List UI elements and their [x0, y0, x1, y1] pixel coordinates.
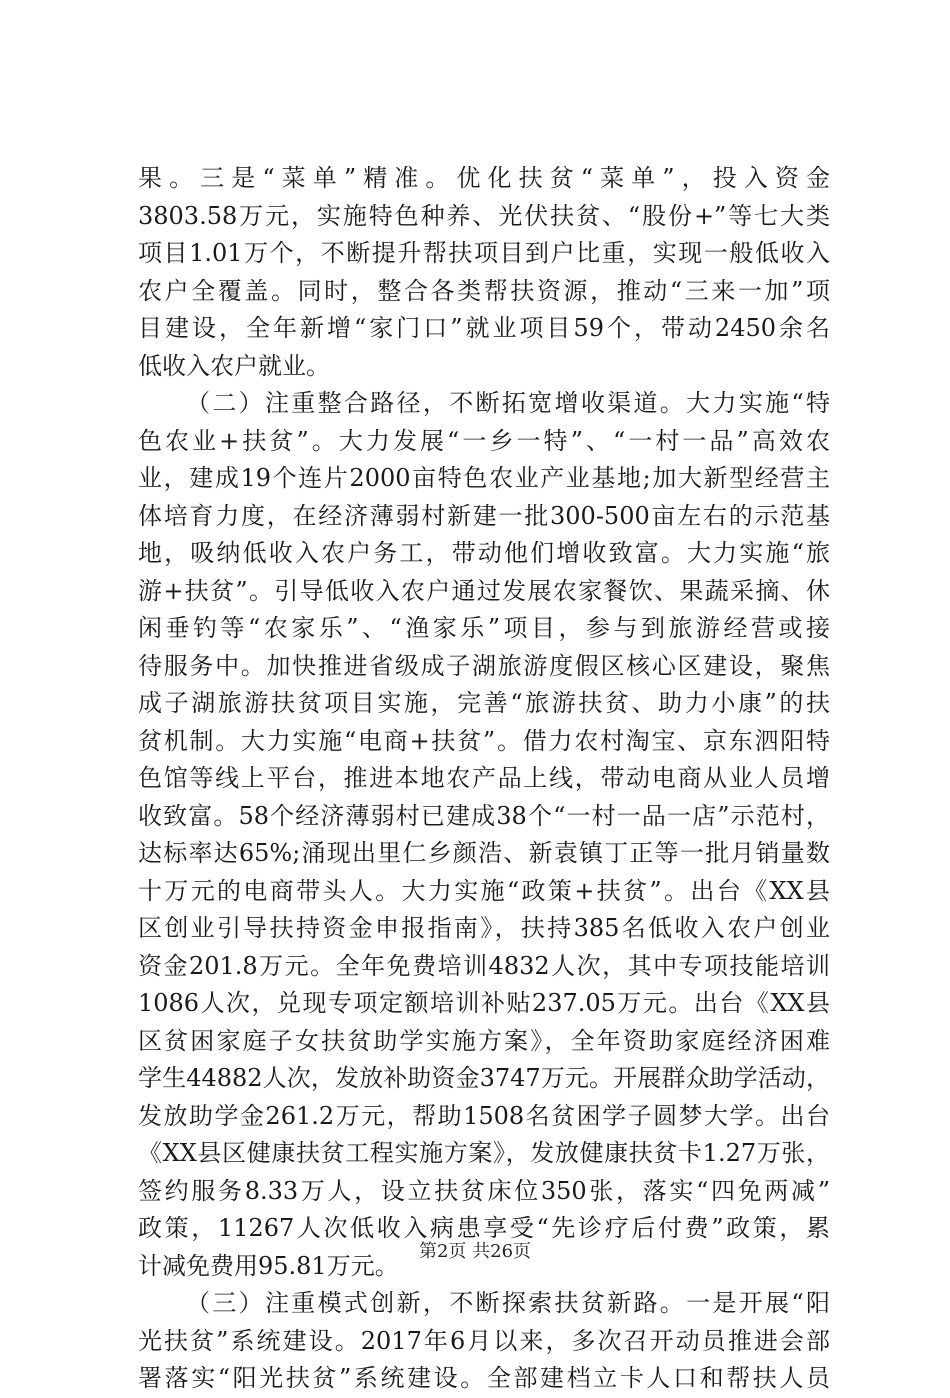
text-line: 光扶贫”系统建设。2017年6月以来，多次召开动员推进会部 [138, 1326, 830, 1355]
text-line: 3803.58万元，实施特色种养、光伏扶贫、“股份+”等七大类 [138, 201, 830, 230]
text-line: 游+扶贫”。引导低收入农户通过发展农家餐饮、果蔬采摘、休 [138, 576, 830, 605]
text-line: 署落实“阳光扶贫”系统建设。全部建档立卡人口和帮扶人员 [138, 1364, 830, 1392]
text-line: 1086人次，兑现专项定额培训补贴237.05万元。出台《XX县 [138, 989, 830, 1017]
text-line: 贫机制。大力实施“电商+扶贫”。借力农村淘宝、京东泗阳特 [138, 726, 830, 755]
body-text [138, 160, 830, 1398]
text-line: 目建设，全年新增“家门口”就业项目59个，带动2450余名 [138, 314, 830, 342]
text-line: 计减免费用95.81万元。 [138, 1251, 399, 1280]
text-line: 色馆等线上平台，推进本地农产品上线，带动电商从业人员增 [138, 764, 830, 792]
text-line: 待服务中。加快推进省级成子湖旅游度假区核心区建设，聚焦 [138, 651, 830, 680]
text-line: 达标率达65%;涌现出里仁乡颜浩、新袁镇丁正等一批月销量数 [138, 839, 830, 867]
text-line: 《XX县区健康扶贫工程实施方案》，发放健康扶贫卡1.27万张， [138, 1139, 830, 1167]
paragraph-start-line: （三）注重模式创新，不断探索扶贫新路。一是开展“阳 [186, 1289, 830, 1317]
text-line: 低收入农户就业。 [138, 351, 330, 380]
text-line: 项目1.01万个，不断提升帮扶项目到户比重，实现一般低收入 [138, 239, 830, 267]
paragraph-start-line: （二）注重整合路径，不断拓宽增收渠道。大力实施“特 [186, 389, 830, 417]
text-line: 业，建成19个连片2000亩特色农业产业基地;加大新型经营主 [138, 464, 830, 492]
text-line: 签约服务8.33万人，设立扶贫床位350张，落实“四免两减” [138, 1176, 830, 1205]
text-line: 果。三是“菜单”精准。优化扶贫“菜单”，投入资金 [138, 164, 830, 192]
text-line: 收致富。58个经济薄弱村已建成38个“一村一品一店”示范村， [138, 801, 830, 830]
text-line: 地，吸纳低收入农户务工，带动他们增收致富。大力实施“旅 [138, 539, 830, 567]
text-line: 资金201.8万元。全年免费培训4832人次，其中专项技能培训 [138, 951, 830, 980]
page-number-footer: 第2页 共26页 [418, 1241, 532, 1262]
text-line: 十万元的电商带头人。大力实施“政策+扶贫”。出台《XX县 [138, 876, 830, 905]
text-line: 闲垂钓等“农家乐”、“渔家乐”项目，参与到旅游经营或接 [138, 614, 830, 642]
text-line: 区创业引导扶持资金申报指南》，扶持385名低收入农户创业 [138, 914, 830, 942]
text-line: 农户全覆盖。同时，整合各类帮扶资源，推动“三来一加”项 [138, 276, 830, 305]
text-line: 发放助学金261.2万元，帮助1508名贫困学子圆梦大学。出台 [138, 1101, 830, 1130]
text-line: 政策，11267人次低收入病患享受“先诊疗后付费”政策，累 [138, 1214, 830, 1242]
text-line: 色农业+扶贫”。大力发展“一乡一特”、“一村一品”高效农 [138, 426, 830, 455]
text-line: 成子湖旅游扶贫项目实施，完善“旅游扶贫、助力小康”的扶 [138, 689, 830, 717]
text-line: 体培育力度，在经济薄弱村新建一批300-500亩左右的示范基 [138, 501, 830, 530]
text-line: 区贫困家庭子女扶贫助学实施方案》，全年资助家庭经济困难 [138, 1026, 830, 1055]
text-line: 学生44882人次，发放补助资金3747万元。开展群众助学活动， [138, 1064, 830, 1092]
